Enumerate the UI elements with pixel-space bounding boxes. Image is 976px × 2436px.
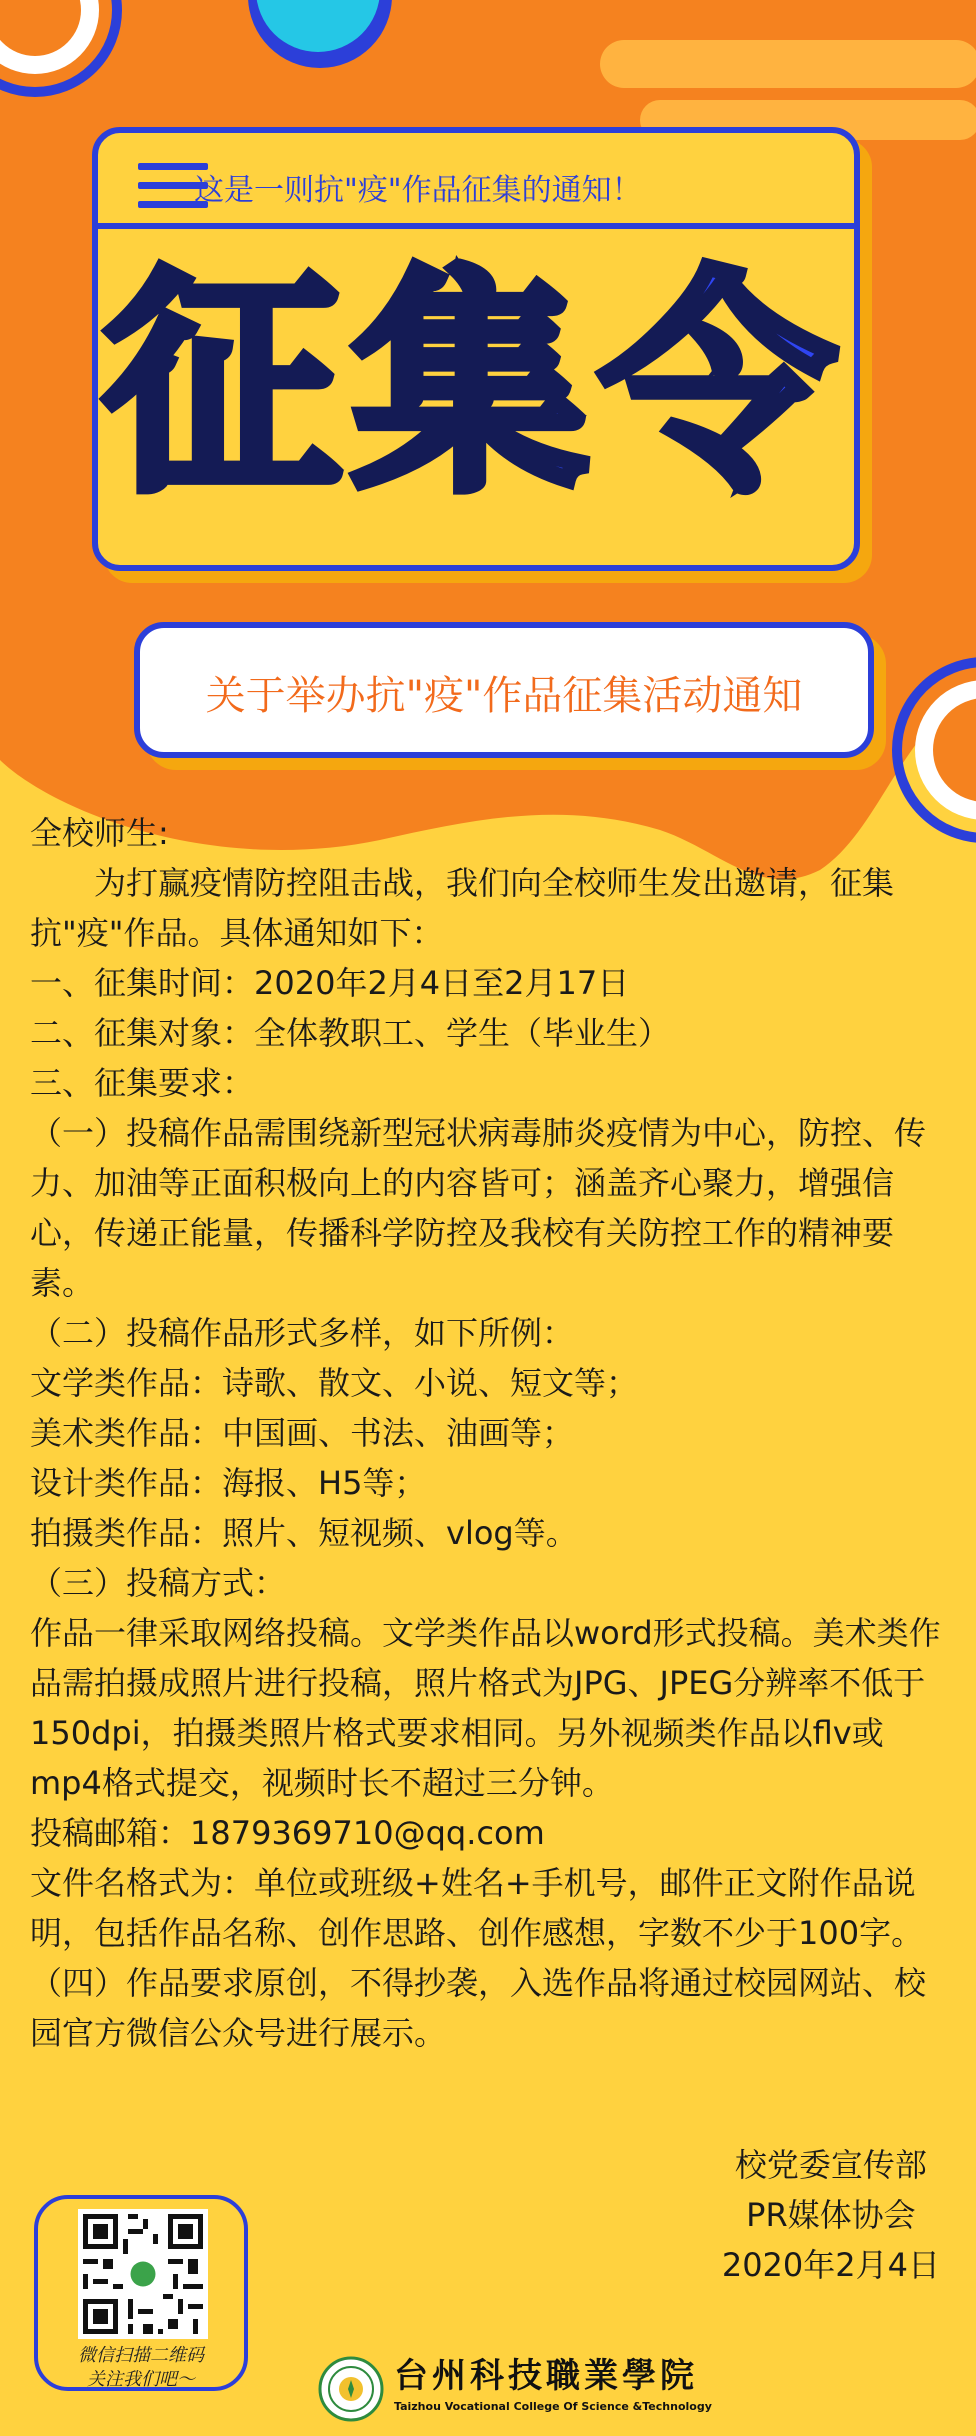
qr-caption-2: 关注我们吧～ [87,2369,195,2390]
form-item: 美术类作品：中国画、书法、油画等； [30,1414,575,1452]
signature-block [722,2140,940,2290]
greeting: 全校师生: [30,814,169,852]
college-name-cn: 台州科技職業學院 [394,2356,698,2396]
title-card [92,127,860,571]
notice-body [30,808,955,2058]
requirement-1: （一）投稿作品需围绕新型冠状病毒肺炎疫情为中心，防控、传力、加油等正面积极向上的内容皆可；涵盖齐心聚力，增强信心，传递正能量，传播科学防控及我校有关防控工作的精神要素。 [30,1114,927,1302]
qr-code-icon[interactable] [78,2209,208,2339]
requirement-4: （四）作品要求原创，不得抄袭，入选作品将通过校园网站、校园官方微信公众号进行展示。 [30,1964,927,2052]
submission-email: 投稿邮箱：1879369710@qq.com [30,1814,545,1852]
qr-caption-1: 微信扫描二维码 [78,2345,204,2366]
college-name-en: Taizhou Vocational College Of Science &Technology [394,2400,712,2413]
submission-method: 作品一律采取网络投稿。文学类作品以word形式投稿。美术类作品需拍摄成照片进行投稿，照片格式为JPG、JPEG分辨率不低于150dpi，拍摄类照片格式要求相同。另外视频类作品以flv或mp4格式提交，视频时长不超过三分钟。 [30,1614,941,1802]
collection-time: 一、征集时间：2020年2月4日至2月17日 [30,964,630,1002]
subtitle-banner [134,622,874,758]
college-seal-icon [318,2356,384,2422]
form-item: 文学类作品：诗歌、散文、小说、短文等； [30,1364,639,1402]
headline: 征集令 [103,248,848,523]
signature-date: 2020年2月4日 [721,2246,940,2284]
requirements-title: 三、征集要求： [30,1064,255,1102]
filename-format: 文件名格式为：单位或班级+姓名+手机号，邮件正文附作品说明，包括作品名称、创作思路、创作感想，字数不少于100字。 [30,1864,924,1952]
signature-assoc: PR媒体协会 [746,2196,916,2234]
collection-target: 二、征集对象：全体教职工、学生（毕业生） [30,1014,671,1052]
intro-paragraph: 为打赢疫情防控阻击战，我们向全校师生发出邀请，征集抗"疫"作品。具体通知如下： [30,864,895,952]
qr-code-bubble [34,2195,248,2391]
card-notice: 这是一则抗"疫"作品征集的通知！ [194,173,642,208]
requirement-3-title: （三）投稿方式： [30,1564,287,1602]
card-divider [98,223,854,229]
subtitle-text: 关于举办抗"疫"作品征集活动通知 [205,673,803,719]
form-item: 设计类作品：海报、H5等； [30,1464,427,1502]
signature-dept: 校党委宣传部 [734,2146,927,2184]
requirement-2-title: （二）投稿作品形式多样，如下所例： [30,1314,575,1352]
form-item: 拍摄类作品：照片、短视频、vlog等。 [30,1514,578,1552]
